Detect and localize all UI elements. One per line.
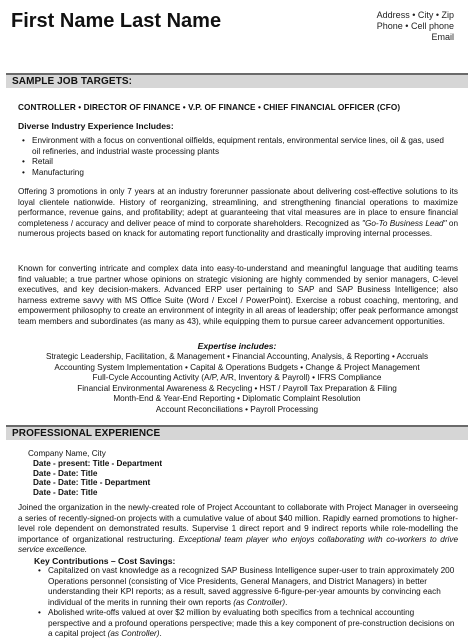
position-list [33, 459, 162, 497]
contribution-italic: (as Controller) [107, 629, 160, 638]
diverse-industry-list [22, 136, 452, 178]
contributions-heading: Key Contributions – Cost Savings: [34, 556, 176, 566]
position-line: Date - Date: Title [33, 468, 98, 478]
position-line: Date - Date: Title - Department [33, 478, 151, 488]
summary-italic: "Go-To Business Lead" [362, 218, 447, 228]
contact-email: Email [431, 32, 454, 42]
section-bar-experience [6, 425, 468, 440]
expertise-lines [0, 352, 474, 415]
intro-italic: Exceptional team player who enjoys collaborating with co-workers to drive service excellence. [18, 534, 459, 555]
summary-text: on numerous projects based on knack for automating report functionality and drastically improving internal processes. [18, 218, 459, 239]
summary-paragraph-2: Known for converting intricate and complex data into easy-to-understand and meaningful language that auditing teams find valuable; a true partner whose opinions on strategic visioning are highly commended by senior managers, C-level executives, and key decision-makers. Advanced ERP user pertaining to SAP and SAP Business Intelligence; also harness extreme savvy with MS Office Suite (Word / Excel / PowerPoint). Exercise a robust coaching, mentoring, and empowerment philosophy to create an environment of integrity in all areas of leadership; offer peak performance amongst team members and subordinates (as many as 43), while equipping them to pursue career advancement opportunities. [18, 264, 458, 326]
list-item: • Manufacturing [22, 168, 452, 179]
expertise-title: Expertise includes: [197, 341, 277, 351]
contact-address: Address • City • Zip [376, 10, 454, 20]
list-item [38, 566, 458, 608]
candidate-name: First Name Last Name [11, 10, 222, 32]
contributions-list [38, 566, 458, 638]
contact-phone: Phone • Cell phone [376, 21, 454, 31]
contribution-italic: (as Controller) [233, 597, 286, 607]
experience-intro [18, 503, 458, 556]
position-line: Date - present: Title - Department [33, 459, 163, 468]
contribution-text: Abolished write-offs valued at over $2 million by evaluating both specifics from a technical accounting perspective and a profound operations perspective; made this a key component of pre-construction decisions on a capital project [48, 608, 455, 638]
contribution-text: . [285, 597, 288, 607]
expertise-line: Account Reconciliations • Payroll Processing [155, 404, 319, 414]
list-item [38, 608, 458, 638]
company-name: Company Name, City [28, 449, 106, 458]
contribution-text: Capitalized on vast knowledge as a recognized SAP Business Intelligence super-user to train approximately 200 Operations personnel (consisting of Vice Presidents, General Managers, and District Managers) in better understanding their KPI reports; as a result, saved aggressive 6-figure-per-year amounts by convincing each individual of the merits in running their own reports [48, 566, 455, 607]
list-item: • Environment with a focus on conventional oilfields, equipment rentals, environmental service lines, oil & gas, used oil refineries, and industrial waste processing plants [22, 136, 452, 157]
contact-block [377, 10, 454, 43]
job-targets-line: CONTROLLER • DIRECTOR OF FINANCE • V.P. OF FINANCE • CHIEF FINANCIAL OFFICER (CFO) [18, 103, 401, 112]
expertise-line: Full-Cycle Accounting Activity (A/P, A/R, Inventory & Payroll) • IFRS Compliance [92, 373, 382, 382]
summary-text: Offering 3 promotions in only 7 years at an industry forerunner passionate about delivering cost-effective solutions to its loyal clientele nationwide. History of reorganizing, streamlining, and strengthening financial operations to maximize performance, revenue gains, and profitability; adept at guaranteeing that vital measures are in place to ensure financial completeness / accuracy and deliver peace of mind to corporate shareholders. Recognized as [18, 187, 458, 228]
intro-text: Joined the organization in the newly-created role of Project Accountant to collaborate with Project Manager in overseeing a series of recently-signed-on projects with a cumulative value of about $40 million. Rapidly earned promotions to higher-level role dependent on demonstrated results. Supervise 1 direct report and 9 indirect reports while role-modelling the importance of organizational restructuring. [18, 503, 458, 544]
expertise-line: Financial Environmental Awareness & Recycling • HST / Payroll Tax Preparation & Filing [77, 383, 397, 393]
section-title-job-targets: SAMPLE JOB TARGETS: [12, 76, 133, 87]
contribution-text: . [159, 629, 162, 638]
list-item: • Retail [22, 157, 452, 168]
diverse-industry-heading: Diverse Industry Experience Includes: [18, 121, 174, 131]
expertise-line: Month-End & Year-End Reporting • Diplomatic Complaint Resolution [113, 394, 361, 403]
expertise-line: Strategic Leadership, Facilitation, & Management • Financial Accounting, Analysis, & Reporting • Accruals [45, 352, 429, 361]
expertise-line: Accounting System Implementation • Capital & Operations Budgets • Change & Project Management [54, 362, 420, 372]
summary-paragraph-1 [18, 187, 458, 240]
section-bar-job-targets [6, 73, 468, 88]
position-line: Date - Date: Title [33, 487, 98, 497]
section-title-experience: PROFESSIONAL EXPERIENCE [12, 428, 161, 439]
